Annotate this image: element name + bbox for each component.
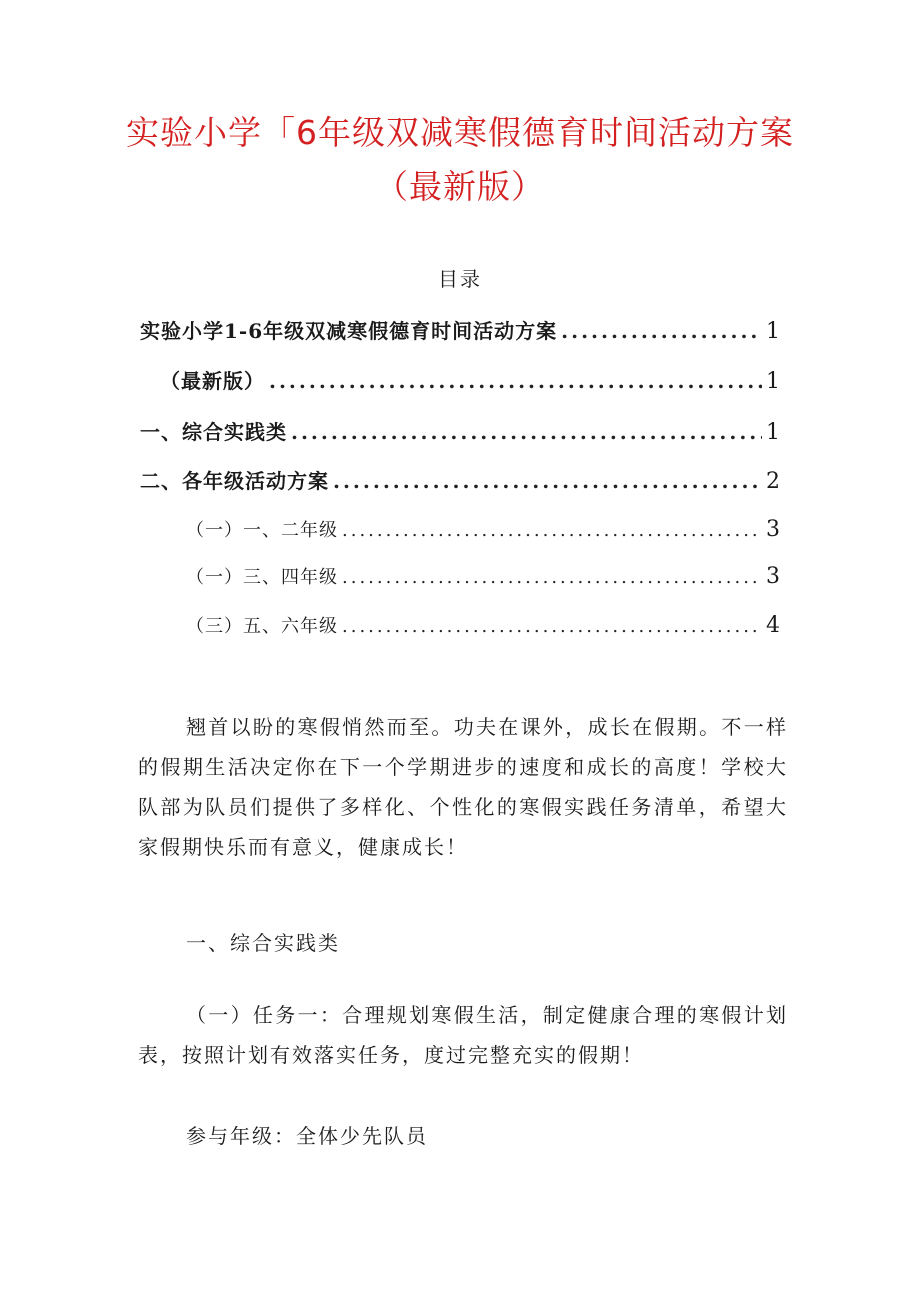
- toc-entry-page: 1: [766, 319, 780, 344]
- toc-entry[interactable]: [140, 314, 780, 348]
- toc-leader-dots: [269, 364, 762, 398]
- document-title: 实验小学「6年级双减寒假德育时间活动方案（最新版）: [126, 113, 794, 206]
- toc-entry[interactable]: [160, 364, 780, 398]
- toc-entry[interactable]: [140, 464, 780, 498]
- participants-line: 参与年级：全体少先队员: [186, 1124, 428, 1148]
- toc-entry-page: 1: [766, 420, 780, 445]
- toc-leader-dots: [561, 314, 762, 348]
- toc-entry-label: （一）三、四年级: [186, 567, 338, 588]
- toc-entry-page: 3: [766, 517, 780, 542]
- toc-entry[interactable]: [186, 609, 780, 643]
- toc-entry-label: 二、各年级活动方案: [140, 469, 329, 493]
- toc-entry-label: 一、综合实践类: [140, 420, 287, 444]
- toc-entry-page: 4: [766, 613, 780, 638]
- toc-entry-label: （一）一、二年级: [186, 520, 338, 541]
- toc-leader-dots: [342, 610, 762, 644]
- toc-entry[interactable]: [186, 560, 780, 594]
- toc-leader-dots: [333, 464, 762, 498]
- toc-entry-label: （最新版）: [160, 369, 265, 393]
- toc-entry-page: 1: [766, 369, 780, 394]
- intro-paragraph: 翘首以盼的寒假悄然而至。功夫在课外，成长在假期。不一样的假期生活决定你在下一个学期进步的速度和成长的高度！学校大队部为队员们提供了多样化、个性化的寒假实践任务清单，希望大家假期快乐而有意义，健康成长！: [138, 715, 788, 859]
- toc-leader-dots: [342, 514, 762, 548]
- toc-entry-page: 3: [766, 564, 780, 589]
- toc-entry[interactable]: [186, 513, 780, 547]
- toc-leader-dots: [291, 415, 762, 449]
- toc-leader-dots: [342, 561, 762, 595]
- section-heading: 一、综合实践类: [186, 931, 340, 955]
- toc-heading: 目录: [438, 267, 482, 291]
- toc-entry-label: 实验小学1-6年级双减寒假德育时间活动方案: [140, 319, 558, 343]
- task-paragraph: （一）任务一：合理规划寒假生活，制定健康合理的寒假计划表，按照计划有效落实任务，度过完整充实的假期！: [138, 1003, 788, 1067]
- toc-entry-page: 2: [766, 469, 780, 494]
- toc-entry[interactable]: [140, 415, 780, 449]
- toc-entry-label: （三）五、六年级: [186, 616, 338, 637]
